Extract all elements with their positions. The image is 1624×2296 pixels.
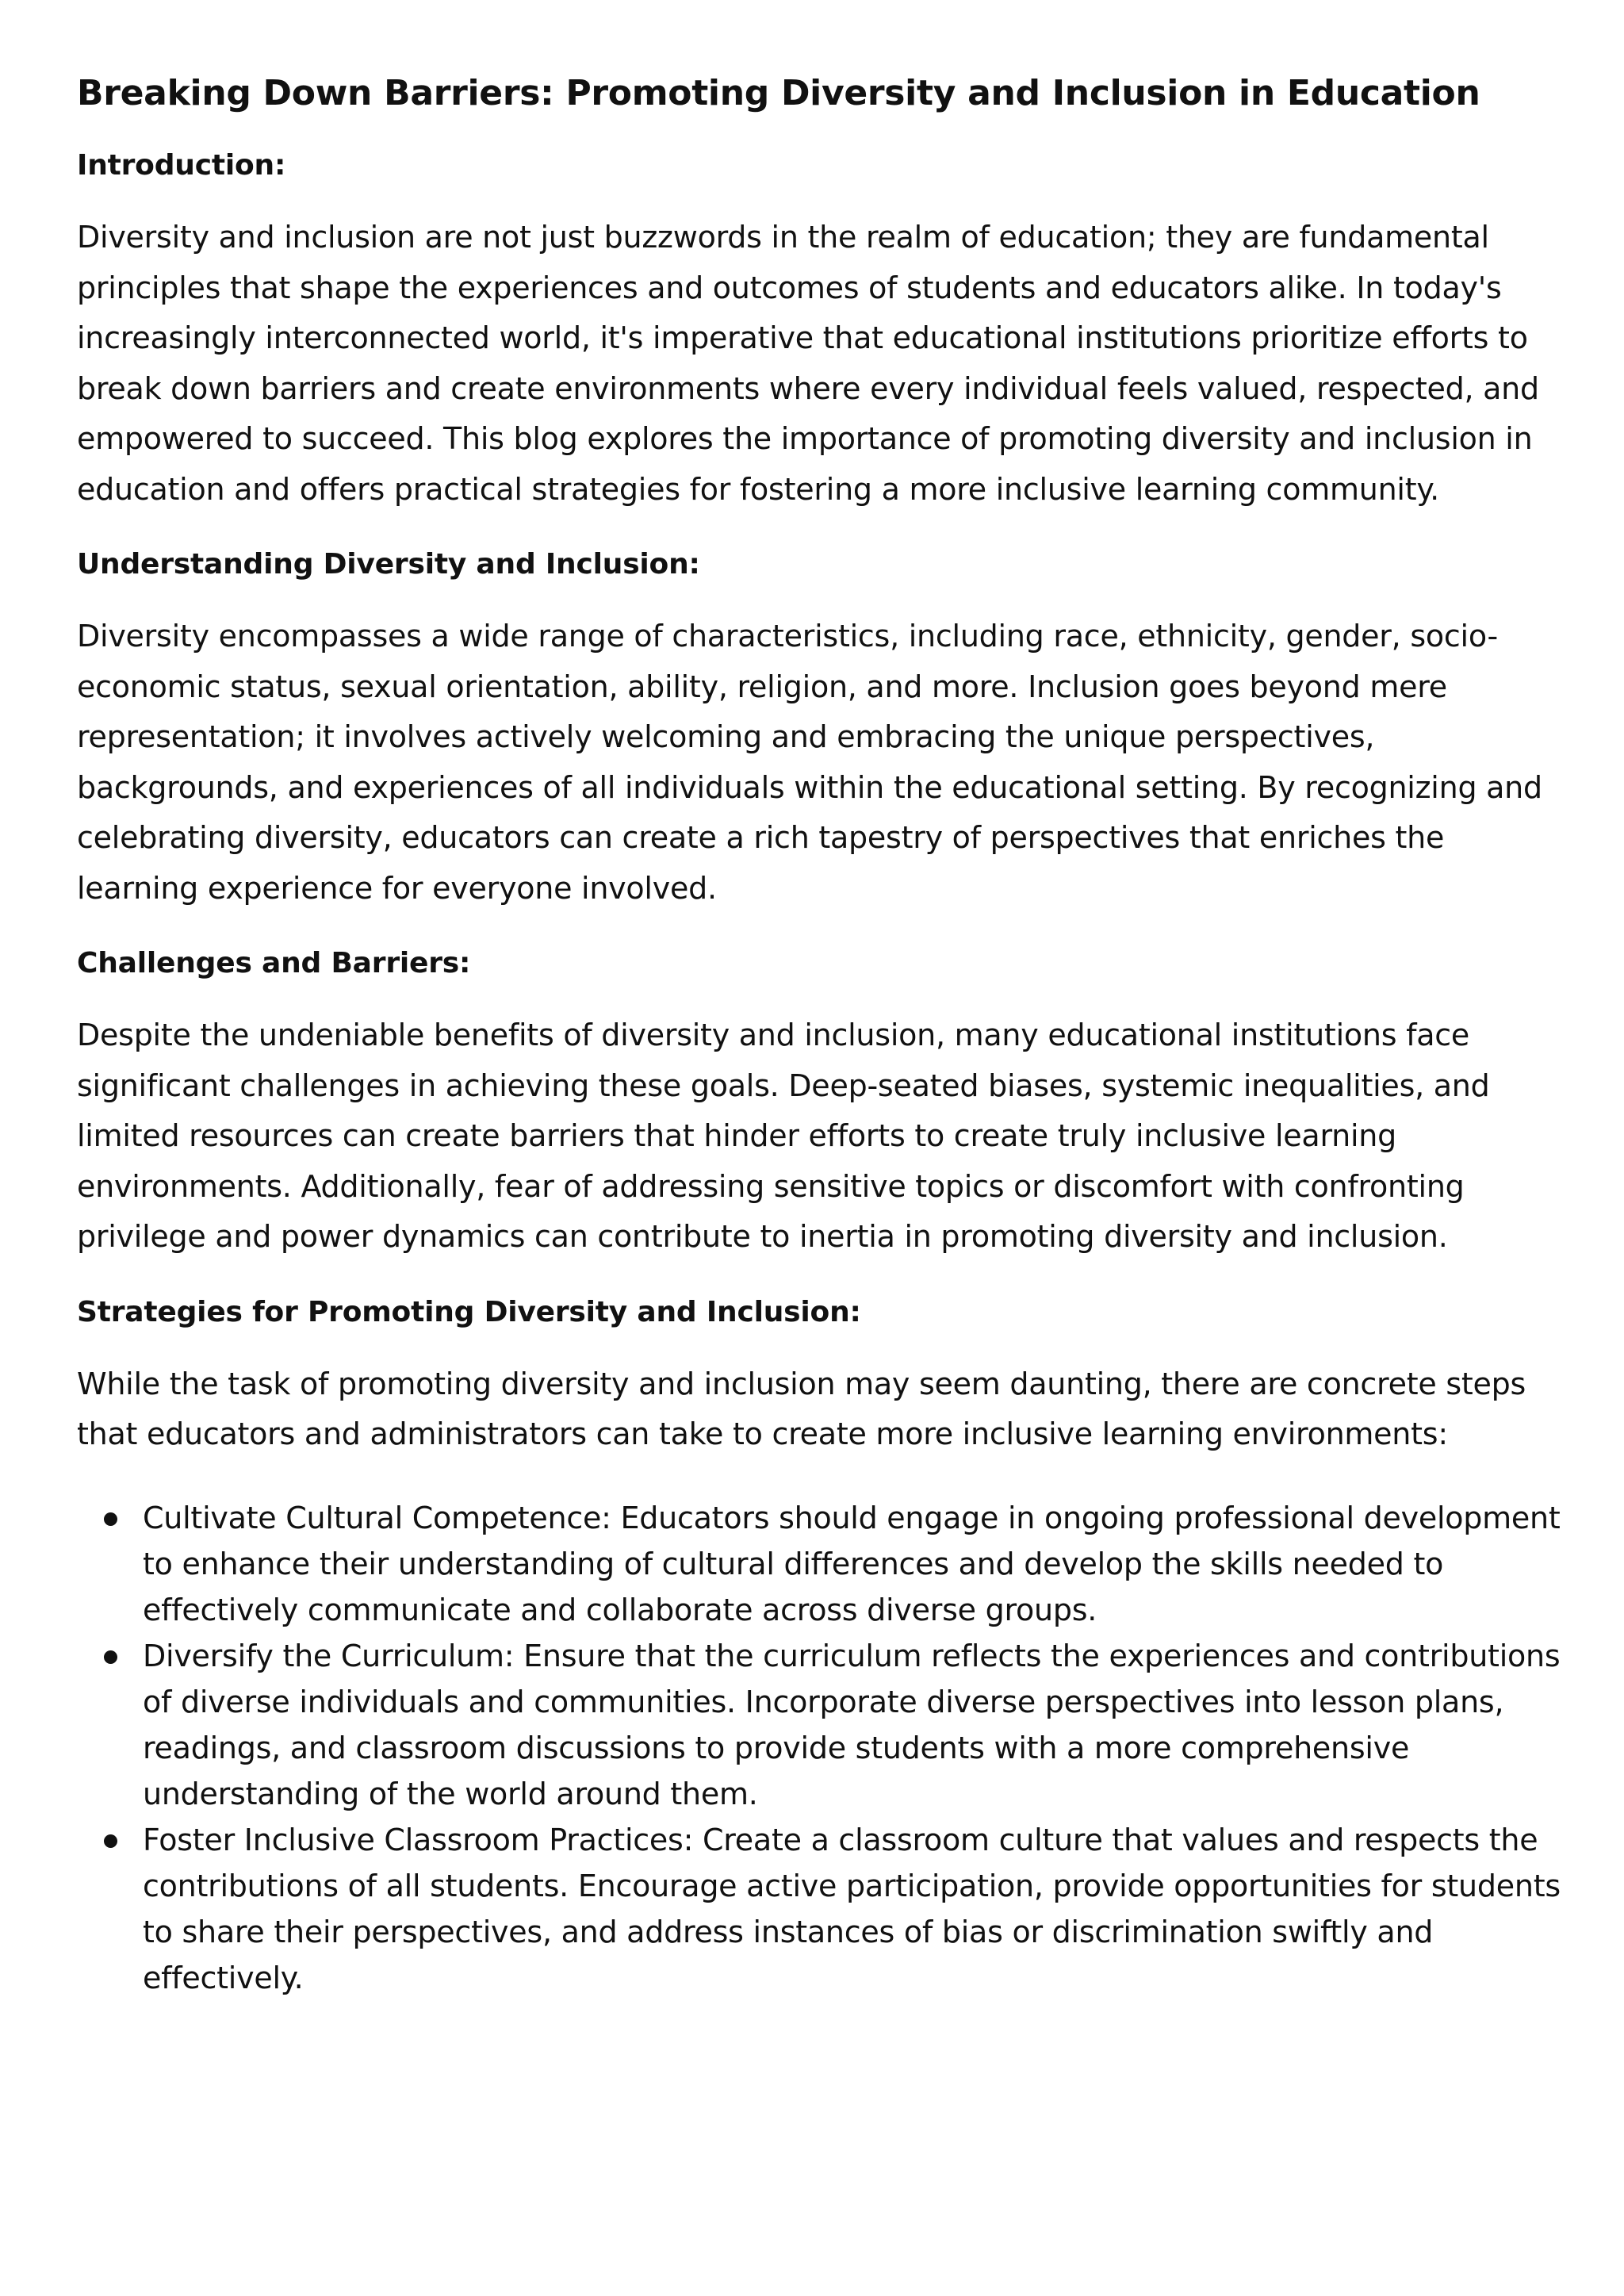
section-heading-challenges: Challenges and Barriers: xyxy=(77,947,471,979)
list-item-text: Diversify the Curriculum: Ensure that the curriculum reflects the experiences and contributions of diverse individuals and communities. Incorporate diverse perspectives into lesson plans, readings, and classroom discussions to provide students with a more comprehensive understanding of the world around them. xyxy=(143,1638,1561,1811)
section-heading-understanding: Understanding Diversity and Inclusion: xyxy=(77,548,700,581)
bullet-icon xyxy=(104,1834,117,1848)
paragraph-challenges: Despite the undeniable benefits of diversity and inclusion, many educational institutions face significant challenges in achieving these goals. Deep-seated biases, systemic inequalities, and limited resources can create barriers that hinder efforts to create truly inclusive learning environments. Additionally, fear of addressing sensitive topics or discomfort with confronting privilege and power dynamics can contribute to inertia in promoting diversity and inclusion. xyxy=(77,1018,1490,1254)
section-heading-strategies: Strategies for Promoting Diversity and Inclusion: xyxy=(77,1295,861,1328)
list-item xyxy=(77,1633,1568,1817)
bullet-icon xyxy=(104,1650,117,1664)
document-page xyxy=(77,70,1568,2001)
bullet-icon xyxy=(104,1512,117,1526)
section-heading-introduction: Introduction: xyxy=(77,149,286,182)
document-title: Breaking Down Barriers: Promoting Diversity and Inclusion in Education xyxy=(77,73,1480,113)
strategies-bullet-list xyxy=(77,1495,1568,2001)
list-item-text: Cultivate Cultural Competence: Educators should engage in ongoing professional development to enhance their understanding of cultural differences and develop the skills needed to effectively communicate and collaborate across diverse groups. xyxy=(143,1500,1561,1627)
paragraph-strategies: While the task of promoting diversity and inclusion may seem daunting, there are concrete steps that educators and administrators can take to create more inclusive learning environments: xyxy=(77,1366,1526,1451)
paragraph-understanding: Diversity encompasses a wide range of characteristics, including race, ethnicity, gender, socio-economic status, sexual orientation, ability, religion, and more. Inclusion goes beyond mere representation; it involves actively welcoming and embracing the unique perspectives, backgrounds, and experiences of all individuals within the educational setting. By recognizing and celebrating diversity, educators can create a rich tapestry of perspectives that enriches the learning experience for everyone involved. xyxy=(77,619,1542,906)
paragraph-introduction: Diversity and inclusion are not just buzzwords in the realm of education; they are fundamental principles that shape the experiences and outcomes of students and educators alike. In today's increasingly interconnected world, it's imperative that educational institutions prioritize efforts to break down barriers and create environments where every individual feels valued, respected, and empowered to succeed. This blog explores the importance of promoting diversity and inclusion in education and offers practical strategies for fostering a more inclusive learning community. xyxy=(77,220,1539,507)
list-item xyxy=(77,1495,1568,1633)
list-item-text: Foster Inclusive Classroom Practices: Create a classroom culture that values and respects the contributions of all students. Encourage active participation, provide opportunities for students to share their perspectives, and address instances of bias or discrimination swiftly and effectively. xyxy=(143,1822,1561,1995)
list-item xyxy=(77,1817,1568,2001)
